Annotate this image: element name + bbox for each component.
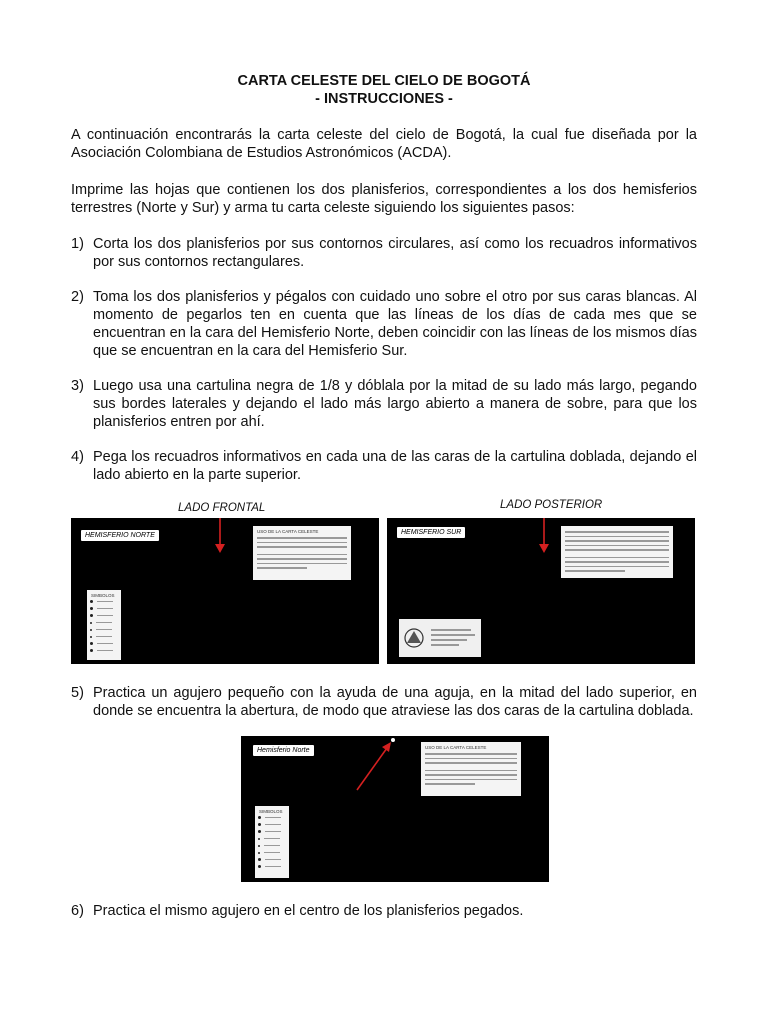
intro-paragraph-2: Imprime las hojas que contienen los dos planisferios, correspondientes a los dos hemisferios terrestres (Norte y Sur) y arma tu carta celeste siguiendo los siguientes pasos: [71, 182, 697, 216]
step-text: Toma los dos planisferios y pégalos con cuidado uno sobre el otro por sus caras blancas. Al momento de pegarlos ten en cuenta que las líneas de los días de cada mes que se encuentran en la cara del Hemisferio Norte, deben coincidir con las líneas de los mismos días que se encuentran en la cara del Hemisferio Sur. [93, 289, 697, 359]
symbols-legend [87, 590, 121, 660]
front-arrow-icon [210, 518, 230, 558]
step-2 [71, 288, 697, 360]
step-number: 2) [71, 289, 84, 305]
step-5 [71, 684, 697, 720]
hemisphere-label: HEMISFERIO NORTE [81, 530, 159, 541]
step-number: 6) [71, 903, 84, 919]
back-arrow-icon [534, 518, 554, 558]
legend-title: SIMBOLOS [259, 809, 283, 814]
step-6 [71, 902, 697, 920]
step-number: 5) [71, 685, 84, 701]
front-side-caption: LADO FRONTAL [178, 502, 266, 514]
step-number: 4) [71, 449, 84, 465]
info-card [421, 742, 521, 796]
intro-paragraph-1: A continuación encontrarás la carta celeste del cielo de Bogotá, la cual fue diseñada por la Asociación Colombiana de Estudios Astronómicos (ACDA). [71, 127, 697, 161]
step-4 [71, 448, 697, 484]
step-3 [71, 377, 697, 431]
step-text: Practica un agujero pequeño con la ayuda de una aguja, en la mitad del lado superior, en donde se encuentra la abertura, de modo que atraviese las dos caras de la cartulina doblada. [93, 685, 697, 719]
step-text: Luego usa una cartulina negra de 1/8 y dóblala por la mitad de su lado más largo, pegando sus bordes laterales y dejando el lado más largo abierto a manera de sobre, para que los planisferios entren por ahí. [93, 378, 697, 430]
acda-logo-card [399, 619, 481, 657]
step-number: 3) [71, 378, 84, 394]
step-number: 1) [71, 236, 84, 252]
legend-title: SIMBOLOS [91, 593, 115, 598]
step-1 [71, 235, 697, 271]
hemisphere-label: HEMISFERIO SUR [397, 527, 465, 538]
info-card-title: USO DE LA CARTA CELESTE [425, 745, 487, 750]
info-card [561, 526, 673, 578]
info-card [253, 526, 351, 580]
info-card-title: USO DE LA CARTA CELESTE [257, 529, 319, 534]
symbols-legend [255, 806, 289, 878]
step-text: Pega los recuadros informativos en cada una de las caras de la cartulina doblada, dejando el lado abierto en la parte superior. [93, 449, 697, 483]
step-text: Practica el mismo agujero en el centro de los planisferios pegados. [93, 903, 524, 919]
step-text: Corta los dos planisferios por sus contornos circulares, así como los recuadros informativos por sus contornos rectangulares. [93, 236, 697, 270]
hemisphere-label: Hemisferio Norte [253, 745, 314, 756]
document-title: CARTA CELESTE DEL CIELO DE BOGOTÁ [237, 73, 531, 89]
hole-position-image [241, 736, 549, 882]
back-side-caption: LADO POSTERIOR [500, 499, 603, 511]
hole-marker-arrow-icon [351, 736, 401, 796]
acda-logo-icon [399, 619, 481, 657]
document-subtitle: - INSTRUCCIONES - [315, 91, 453, 107]
